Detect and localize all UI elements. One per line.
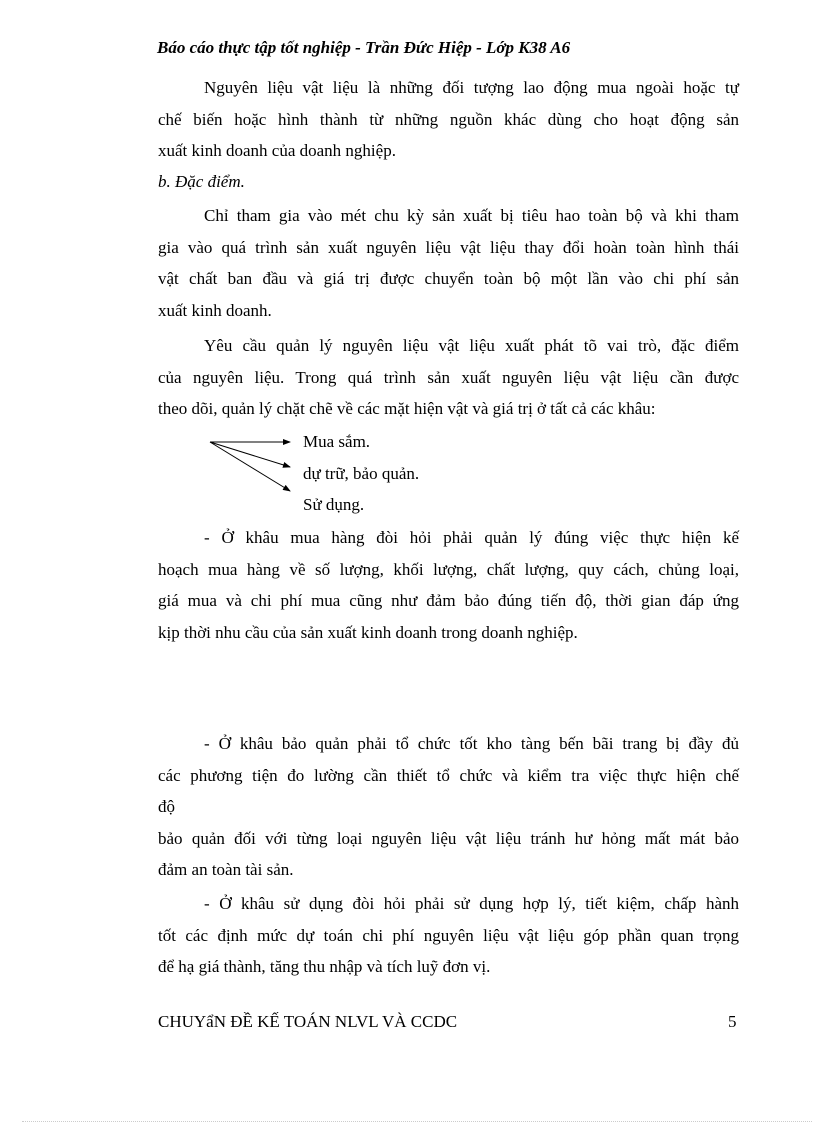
arrow-item-storage: dự trữ, bảo quản. [303, 464, 420, 483]
arrow-item-usage: Sử dụng. [303, 495, 365, 514]
branch-arrows [206, 430, 296, 496]
paragraph-characteristics [158, 200, 739, 326]
text-line: chế biến hoặc hình thành từ những nguồn khác dùng cho hoạt động sản [158, 109, 739, 129]
text-line: độ [158, 797, 175, 816]
page-bottom-divider [22, 1121, 812, 1122]
text-line: - Ở khâu sử dụng đòi hỏi phải sử dụng hợp lý, tiết kiệm, chấp hành [204, 894, 739, 913]
page-header: Báo cáo thực tập tốt nghiệp - Trần Đức Hiệp - Lớp K38 A6 [157, 38, 571, 57]
arrow-line [210, 442, 290, 467]
paragraph-storage [158, 728, 739, 886]
page-number: 5 [728, 1012, 737, 1031]
subheading: b. Đặc điểm. [158, 172, 245, 191]
text-line: hoạch mua hàng về số lượng, khối lượng, chất lượng, quy cách, chủng loại, [158, 559, 739, 579]
text-line: Nguyên liệu vật liệu là những đối tượng lao động mua ngoài hoặc tự [204, 78, 739, 97]
text-line: xuất kinh doanh. [158, 300, 272, 320]
text-line: theo dõi, quản lý chặt chẽ về các mặt hiện vật và giá trị ở tất cả các khâu: [158, 399, 656, 418]
text-line: vật chất ban đầu và giá trị được chuyển toàn bộ một lần vào chi phí sản [158, 269, 739, 288]
arrow-item-purchase: Mua sắm. [303, 432, 371, 451]
text-line: xuất kinh doanh của doanh nghiệp. [158, 141, 396, 160]
text-line: để hạ giá thành, tăng thu nhập và tích luỹ đơn vị. [158, 957, 491, 976]
arrow-line [210, 442, 290, 491]
paragraph-definition [158, 72, 739, 167]
text-line: kịp thời nhu cầu của sản xuất kinh doanh trong doanh nghiệp. [158, 622, 578, 642]
text-line: các phương tiện đo lường cần thiết tổ chức và kiểm tra việc thực hiện chế [158, 765, 739, 785]
text-line: của nguyên liệu. Trong quá trình sản xuất nguyên liệu vật liệu cần được [158, 367, 739, 387]
text-line: bảo quản đối với từng loại nguyên liệu vật liệu tránh hư hỏng mất mát bảo [158, 828, 739, 848]
footer-title: CHUYẩN ĐỀ KẾ TOÁN NLVL VÀ CCDC [158, 1012, 458, 1031]
text-line: - Ở khâu bảo quản phải tổ chức tốt kho tàng bến bãi trang bị đầy đủ [204, 734, 739, 753]
text-line: - Ở khâu mua hàng đòi hỏi phải quản lý đúng việc thực hiện kế [204, 528, 739, 547]
text-line: Yêu cầu quản lý nguyên liệu vật liệu xuất phát tõ vai trò, đặc điểm [204, 336, 739, 355]
text-line: Chỉ tham gia vào mét chu kỳ sản xuất bị tiêu hao toàn bộ và khi tham [204, 206, 739, 225]
text-line: đảm an toàn tài sản. [158, 860, 294, 879]
paragraph-usage [158, 888, 739, 983]
text-line: gia vào quá trình sản xuất nguyên liệu vật liệu thay đổi hoàn toàn hình thái [158, 237, 739, 257]
text-line: giá mua và chi phí mua cũng như đảm bảo đúng tiến độ, thời gian đáp ứng [158, 591, 739, 610]
paragraph-requirements [158, 330, 739, 425]
text-line: tốt các định mức dự toán chi phí nguyên liệu vật liệu góp phần quan trọng [158, 925, 739, 945]
paragraph-purchasing [158, 522, 739, 648]
